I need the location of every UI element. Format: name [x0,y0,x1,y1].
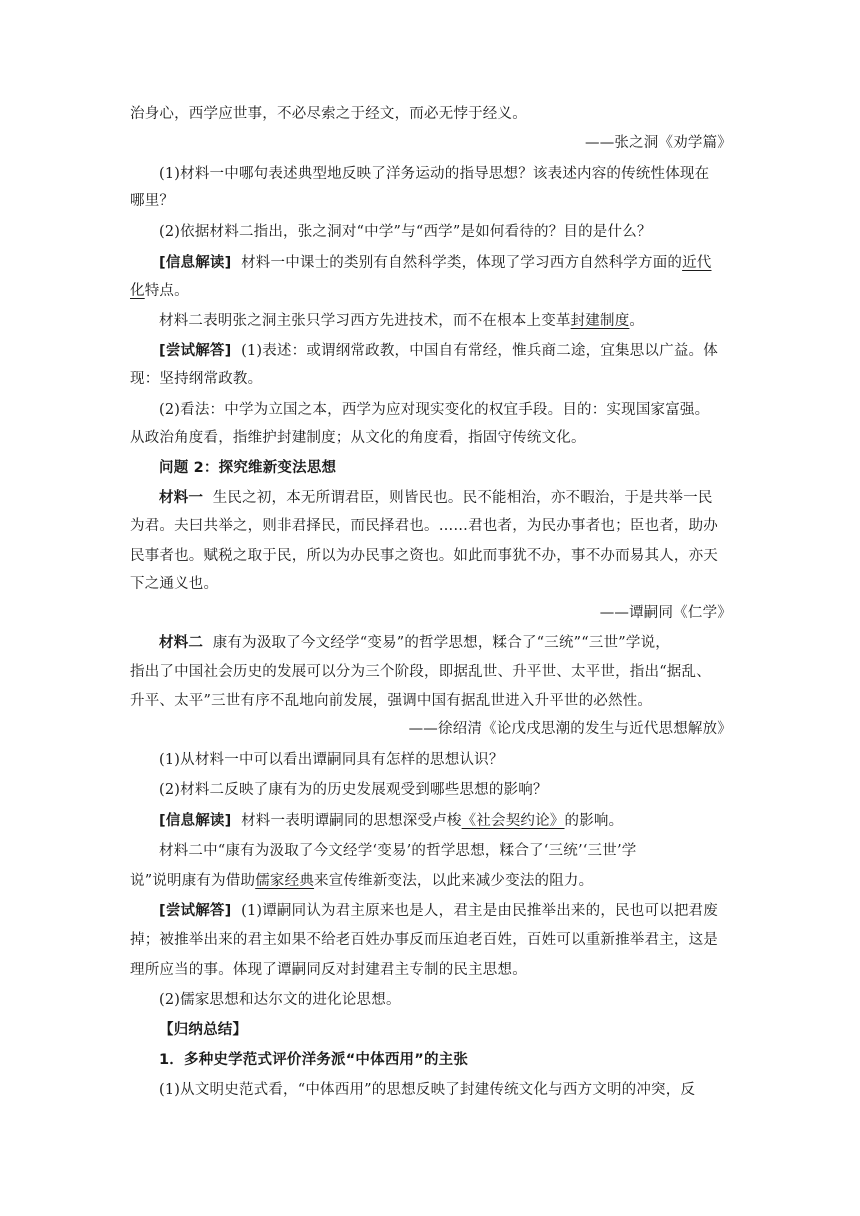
summary-heading: 【归纳总结】 [159,1022,248,1038]
answer-line: 从政治角度看，指维护封建制度；从文化的角度看，指固守传统文化。 [130,430,586,446]
material-line: 民事者也。赋税之取于民，所以为办民事之资也。如此而事犹不办，事不办而易其人，亦天 [130,548,718,564]
material-line: 升平、太平”三世有序不乱地向前发展，强调中国有据乱世进入升平世的必然性。 [130,693,653,709]
material-line: 材料一 生民之初，本无所谓君臣，则皆民也。民不能相治，亦不暇治，于是共举一民 [159,490,713,506]
material-line: 指出了中国社会历史的发展可以分为三个阶段，即据乱世、升平世、太平世，指出“据乱、 [130,664,711,680]
question-line: (2)依据材料二指出，张之洞对“中学”与“西学”是如何看待的？目的是什么？ [159,224,652,240]
underlined-term: 化 [130,283,145,299]
tag-label: [尝试解答] [159,343,232,359]
source-citation: ——张之洞《劝学篇》 [585,135,732,151]
section-heading: 问题 2：探究维新变法思想 [159,460,337,476]
summary-subheading: 1．多种史学范式评价洋务派“中体西用”的主张 [159,1052,469,1068]
tag-label: [信息解读] [159,813,232,829]
source-citation: ——谭嗣同《仁学》 [599,605,732,621]
material-line: 材料二 康有为汲取了今文经学“变易”的哲学思想，糅合了“三统”“三世”学说， [159,635,671,651]
info-reading-line: [信息解读] 材料一表明谭嗣同的思想深受卢梭《社会契约论》的影响。 [159,813,624,829]
question-line: (1)材料一中哪句表述典型地反映了洋务运动的指导思想？该表述内容的传统性体现在 [159,166,710,182]
answer-line: [尝试解答] (1)谭嗣同认为君主原来也是人，君主是由民推举出来的，民也可以把君废 [159,903,718,919]
text-line: 材料二表明张之洞主张只学习西方先进技术，而不在根本上变革封建制度。 [159,313,645,329]
underlined-term: 近代 [682,255,712,271]
text-line: 说”说明康有为借助儒家经典来宣传维新变法，以此来减少变法的阻力。 [130,873,594,889]
material-line: 为君。夫曰共举之，则非君择民，而民择君也。……君也者，为民办事者也；臣也者，助办 [130,518,718,534]
text-line: (1)从文明史范式看，“中体西用”的思想反映了封建传统文化与西方文明的冲突，反 [159,1082,696,1098]
tag-label: [尝试解答] [159,903,232,919]
info-reading-line: [信息解读] 材料一中课士的类别有自然科学类，体现了学习西方自然科学方面的近代 [159,255,712,271]
text-line: 材料二中“康有为汲取了今文经学‘变易’的哲学思想，糅合了‘三统’‘三世’学 [159,843,637,859]
underlined-term: 《社会契约论》 [461,813,565,829]
tag-label: [信息解读] [159,255,232,271]
underlined-term: 儒家经典 [255,873,315,889]
text-line: 治身心，西学应世事，不必尽索之于经文，而必无悖于经义。 [130,106,527,122]
answer-line: [尝试解答] (1)表述：或谓纲常政教，中国自有常经，惟兵商二途，宜集思以广益。体 [159,343,718,359]
question-line: 哪里？ [130,193,175,209]
text-line: 化特点。 [130,283,189,299]
source-citation: ——徐绍清《论戊戌思潮的发生与近代思想解放》 [408,721,732,737]
answer-line: 现：坚持纲常政教。 [130,371,263,387]
answer-line: (2)看法：中学为立国之本，西学为应对现实变化的权宜手段。目的：实现国家富强。 [159,402,710,418]
question-line: (1)从材料一中可以看出谭嗣同具有怎样的思想认识？ [159,752,504,768]
question-line: (2)材料二反映了康有为的历史发展观受到哪些思想的影响？ [159,782,548,798]
material-line: 下之通义也。 [130,576,219,592]
answer-line: 掉；被推举出来的君主如果不给老百姓办事反而压迫老百姓，百姓可以重新推举君主，这是 [130,932,718,948]
underlined-term: 封建制度 [570,313,630,329]
tag-label: 材料二 [159,635,204,651]
tag-label: 材料一 [159,490,204,506]
answer-line: 理所应当的事。体现了谭嗣同反对封建君主专制的民主思想。 [130,962,527,978]
answer-line: (2)儒家思想和达尔文的进化论思想。 [159,992,401,1008]
